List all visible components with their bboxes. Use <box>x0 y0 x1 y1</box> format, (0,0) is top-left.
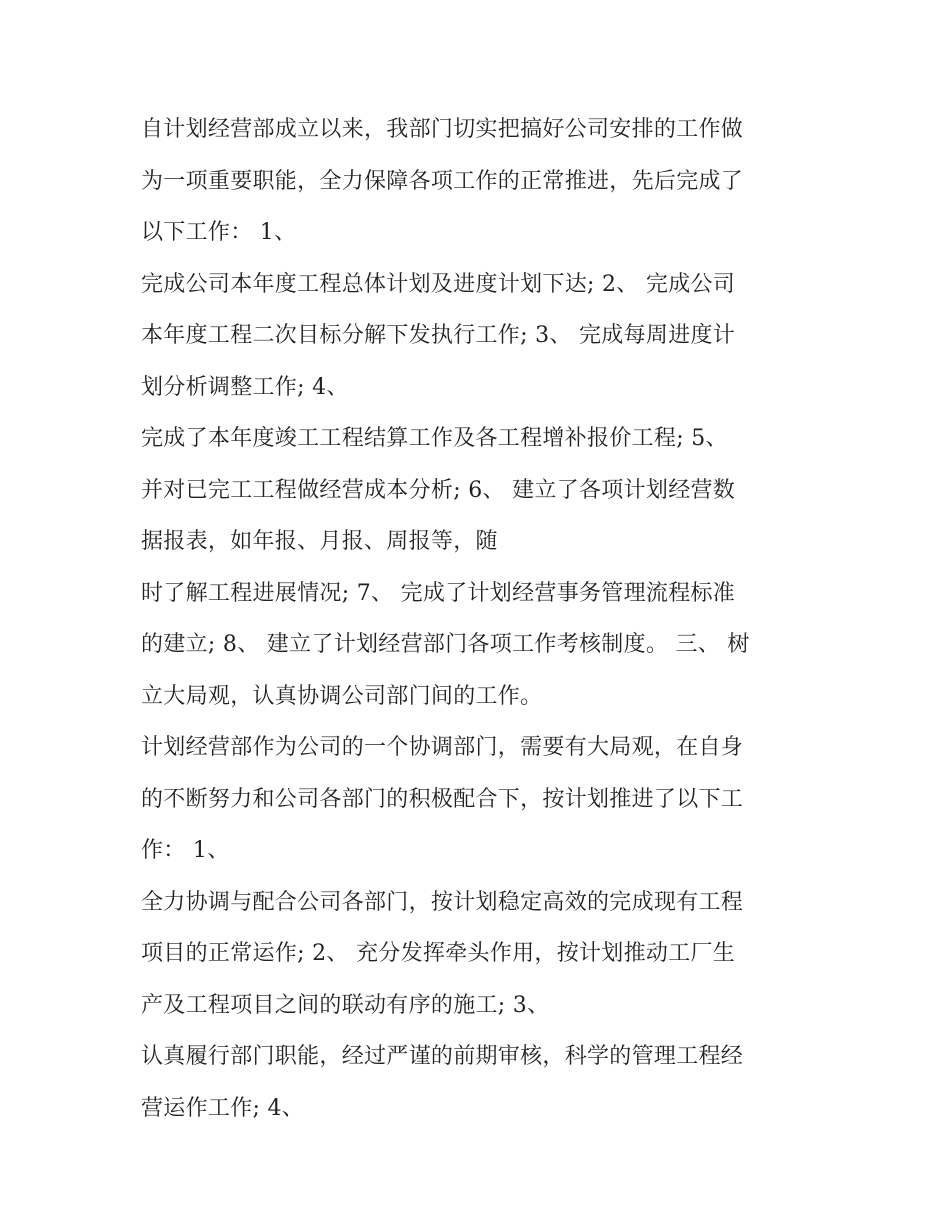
text-line: 以下工作： 1、 <box>141 220 297 245</box>
text-line: 计划经营部作为公司的一个协调部门，需要有大局观，在自身 <box>141 735 744 760</box>
text-line: 作： 1、 <box>141 838 230 863</box>
paragraph <box>141 568 821 723</box>
text-line: 的不断努力和公司各部门的积极配合下，按计划推进了以下工 <box>141 786 744 812</box>
paragraph <box>141 722 821 877</box>
text-line: 划分析调整工作; 4、 <box>141 374 349 400</box>
paragraph <box>141 413 821 568</box>
text-line: 本年度工程二次目标分解下发执行工作; 3、 完成每周进度计 <box>141 323 736 348</box>
paragraph <box>141 877 821 1032</box>
text-line: 产及工程项目之间的联动有序的施工; 3、 <box>141 992 550 1018</box>
text-line: 项目的正常运作; 2、 充分发挥牵头作用，按计划推动工厂生 <box>141 941 736 966</box>
paragraph <box>141 1031 821 1134</box>
text-line: 自计划经营部成立以来，我部门切实把搞好公司安排的工作做 <box>141 117 744 142</box>
text-line: 据报表，如年报、月报、周报等，随 <box>141 529 498 554</box>
paragraph <box>141 259 821 414</box>
paragraph <box>141 104 821 259</box>
text-line: 并对已完工工程做经营成本分析; 6、 建立了各项计划经营数 <box>141 477 736 503</box>
text-line: 立大局观，认真协调公司部门间的工作。 <box>141 683 543 709</box>
text-line: 完成公司本年度工程总体计划及进度计划下达; 2、 完成公司 <box>141 271 736 297</box>
document-body <box>141 104 821 1134</box>
text-line: 认真履行部门职能，经过严谨的前期审核，科学的管理工程经 <box>141 1044 744 1069</box>
text-line: 时了解工程进展情况; 7、 完成了计划经营事务管理流程标准 <box>141 580 736 606</box>
text-line: 为一项重要职能，全力保障各项工作的正常推进，先后完成了 <box>141 168 744 194</box>
text-line: 营运作工作; 4、 <box>141 1095 305 1121</box>
text-line: 的建立; 8、 建立了计划经营部门各项工作考核制度。 三、 树 <box>141 632 750 657</box>
text-line: 全力协调与配合公司各部门，按计划稳定高效的完成现有工程 <box>141 889 744 915</box>
text-line: 完成了本年度竣工工程结算工作及各工程增补报价工程; 5、 <box>141 426 728 451</box>
